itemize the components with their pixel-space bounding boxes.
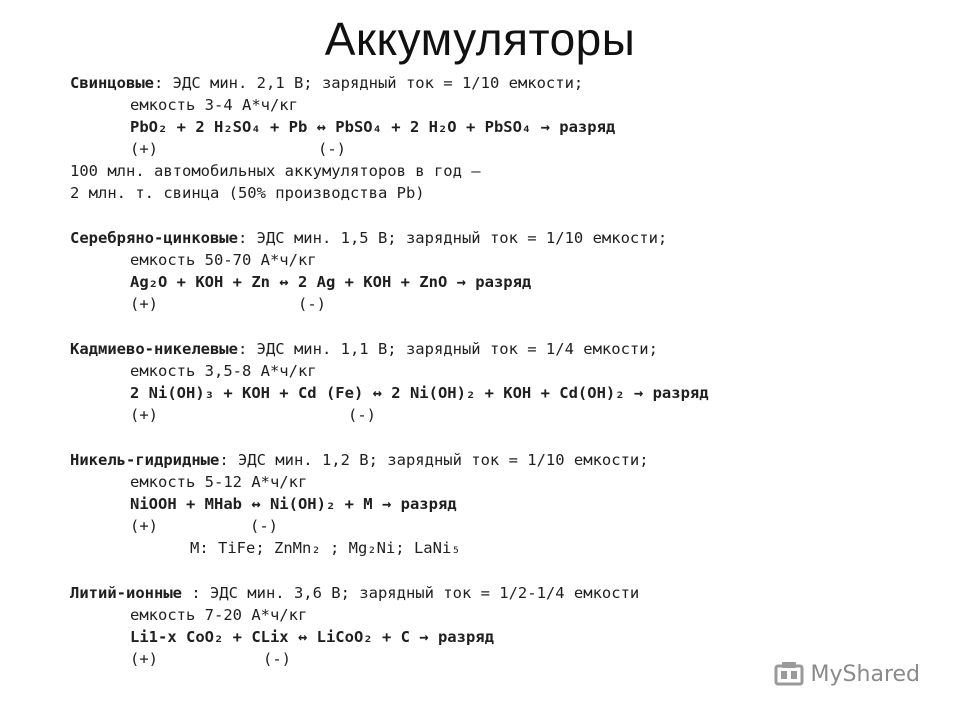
reaction-equation: PbO₂ + 2 H₂SO₄ + Pb ↔ PbSO₄ + 2 H₂O + PbSO₄ → разряд bbox=[130, 118, 616, 136]
section-capacity: емкость 5-12 А*ч/кг bbox=[130, 473, 308, 491]
electrode-signs bbox=[70, 404, 910, 426]
section-desc: : ЭДС мин. 1,1 В; зарядный ток = 1/4 емкости; bbox=[237, 340, 658, 358]
plus-sign: (+) bbox=[130, 650, 158, 668]
section-capacity: емкость 3,5-8 А*ч/кг bbox=[130, 362, 317, 380]
electrode-signs bbox=[70, 515, 910, 537]
section-desc: : ЭДС мин. 1,2 В; зарядный ток = 1/10 емкости; bbox=[219, 451, 649, 469]
watermark bbox=[773, 658, 920, 690]
section-name: Свинцовые bbox=[70, 74, 154, 92]
reaction-equation: 2 Ni(OH)₃ + KOH + Cd (Fe) ↔ 2 Ni(OH)₂ + KOH + Cd(OH)₂ → разряд bbox=[130, 384, 709, 402]
minus-sign: (-) bbox=[250, 517, 278, 535]
metal-list: M: TiFe; ZnMn₂ ; Mg₂Ni; LaNi₅ bbox=[190, 539, 461, 557]
plus-sign: (+) bbox=[130, 517, 158, 535]
section-desc: : ЭДС мин. 2,1 В; зарядный ток = 1/10 емкости; bbox=[154, 74, 584, 92]
section-name: Серебряно-цинковые bbox=[70, 229, 238, 247]
note-line: 100 млн. автомобильных аккумуляторов в год – bbox=[70, 162, 481, 180]
reaction-equation: Li1-x CoO₂ + CLix ↔ LiCoO₂ + C → разряд bbox=[130, 628, 494, 646]
minus-sign: (-) bbox=[298, 295, 326, 313]
reaction-equation: Ag₂O + KOH + Zn ↔ 2 Ag + KOH + ZnO → разряд bbox=[130, 273, 532, 291]
note-line: 2 млн. т. свинца (50% производства Pb) bbox=[70, 184, 425, 202]
section-nickel-hydride-header bbox=[70, 449, 910, 471]
section-name: Литий-ионные bbox=[70, 584, 182, 602]
plus-sign: (+) bbox=[130, 406, 158, 424]
minus-sign: (-) bbox=[318, 140, 346, 158]
minus-sign: (-) bbox=[348, 406, 376, 424]
plus-sign: (+) bbox=[130, 295, 158, 313]
document-body bbox=[70, 72, 910, 670]
section-lithium-ion-header bbox=[70, 582, 910, 604]
section-desc: : ЭДС мин. 3,6 В; зарядный ток = 1/2-1/4 емкости bbox=[181, 584, 640, 602]
watermark-text: MyShared bbox=[810, 661, 920, 687]
page-title: Аккумуляторы bbox=[324, 13, 636, 65]
electrode-signs bbox=[70, 138, 910, 160]
section-capacity: емкость 7-20 А*ч/кг bbox=[130, 606, 308, 624]
section-capacity: емкость 3-4 А*ч/кг bbox=[130, 96, 298, 114]
section-cadmium-nickel-header bbox=[70, 338, 910, 360]
myshared-logo-icon bbox=[773, 660, 807, 688]
minus-sign: (-) bbox=[263, 650, 291, 668]
section-lead-header bbox=[70, 72, 910, 94]
section-silver-zinc-header bbox=[70, 227, 910, 249]
reaction-equation: NiOOH + MHab ↔ Ni(OH)₂ + M → разряд bbox=[130, 495, 457, 513]
electrode-signs bbox=[70, 293, 910, 315]
section-capacity: емкость 50-70 А*ч/кг bbox=[130, 251, 317, 269]
section-name: Никель-гидридные bbox=[70, 451, 220, 469]
plus-sign: (+) bbox=[130, 140, 158, 158]
section-name: Кадмиево-никелевые bbox=[70, 340, 238, 358]
section-desc: : ЭДС мин. 1,5 В; зарядный ток = 1/10 емкости; bbox=[237, 229, 668, 247]
